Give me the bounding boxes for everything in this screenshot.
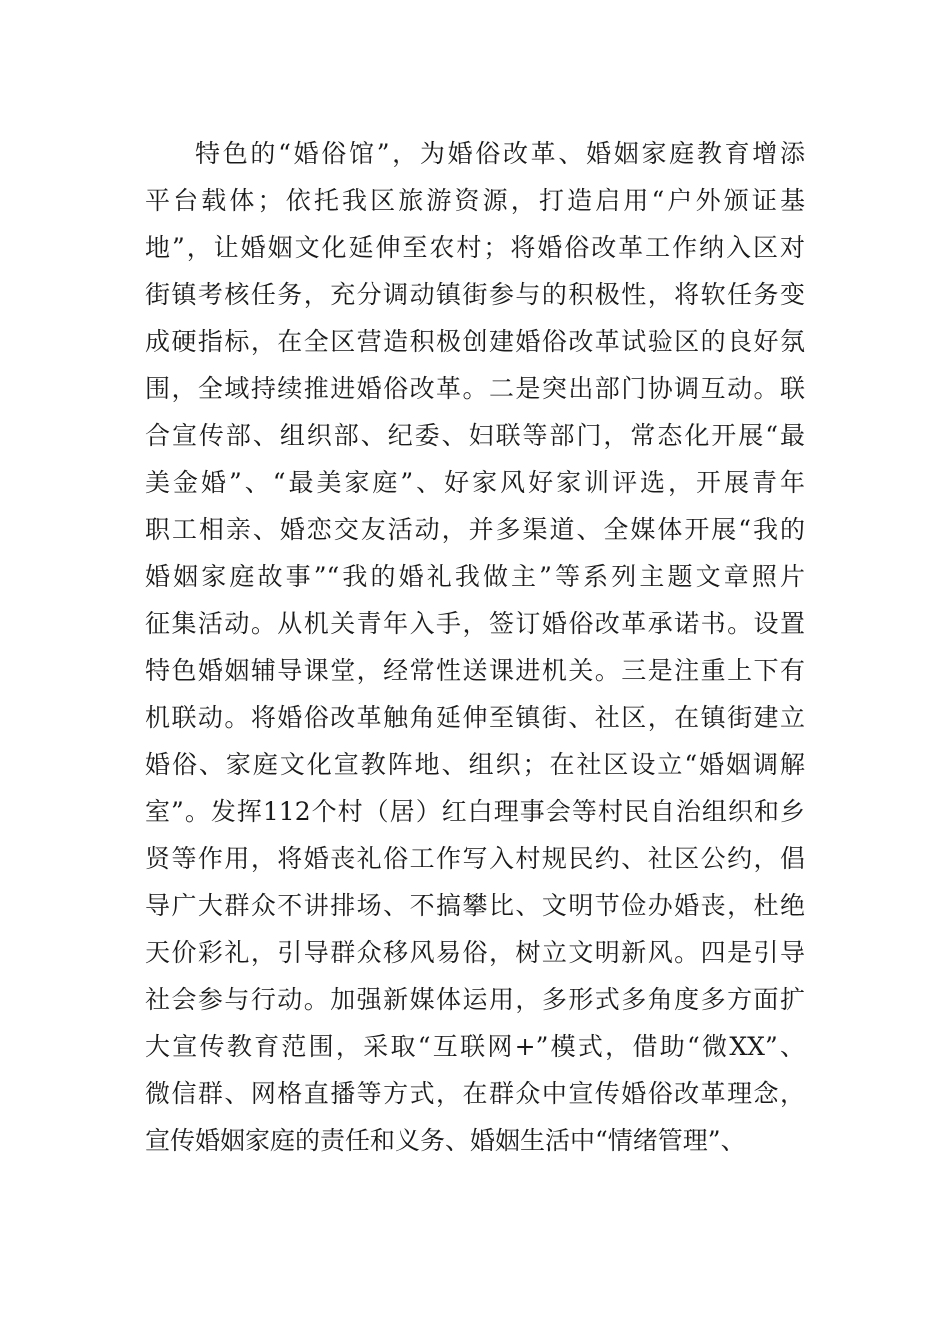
paragraph-line-17: 导广大群众不讲排场、不搞攀比、文明节俭办婚丧，杜绝 — [145, 891, 805, 920]
paragraph-line-8: 美金婚”、“最美家庭”、好家风好家训评选，开展青年 — [145, 468, 805, 497]
paragraph-line-3: 地”，让婚姻文化延伸至农村；将婚俗改革工作纳入区对 — [145, 233, 805, 262]
paragraph-line-11: 征集活动。从机关青年入手，签订婚俗改革承诺书。设置 — [145, 609, 805, 638]
paragraph-line-9: 职工相亲、婚恋交友活动，并多渠道、全媒体开展“我的 — [145, 515, 805, 544]
paragraph-line-20: 大宣传教育范围，采取“互联网+”模式，借助“微XX”、 — [145, 1032, 805, 1061]
paragraph-line-16: 贤等作用，将婚丧礼俗工作写入村规民约、社区公约，倡 — [145, 844, 805, 873]
paragraph-line-12: 特色婚姻辅导课堂，经常性送课进机关。三是注重上下有 — [145, 656, 805, 685]
paragraph-line-5: 成硬指标，在全区营造积极创建婚俗改革试验区的良好氛 — [145, 327, 805, 356]
paragraph-line-10: 婚姻家庭故事”“我的婚礼我做主”等系列主题文章照片 — [145, 562, 805, 591]
paragraph-line-2: 平台载体；依托我区旅游资源，打造启用“户外颁证基 — [145, 186, 805, 215]
paragraph-line-13: 机联动。将婚俗改革触角延伸至镇街、社区，在镇街建立 — [145, 703, 805, 732]
paragraph-line-1: 特色的“婚俗馆”，为婚俗改革、婚姻家庭教育增添 — [195, 139, 805, 168]
paragraph-line-15: 室”。发挥112个村（居）红白理事会等村民自治组织和乡 — [145, 797, 805, 826]
paragraph-line-22: 宣传婚姻家庭的责任和义务、婚姻生活中“情绪管理”、 — [145, 1126, 746, 1155]
paragraph-line-18: 天价彩礼，引导群众移风易俗，树立文明新风。四是引导 — [145, 938, 805, 967]
paragraph-line-21: 微信群、网格直播等方式，在群众中宣传婚俗改革理念， — [145, 1079, 805, 1108]
paragraph-line-19: 社会参与行动。加强新媒体运用，多形式多角度多方面扩 — [145, 985, 805, 1014]
paragraph-line-14: 婚俗、家庭文化宣教阵地、组织；在社区设立“婚姻调解 — [145, 750, 805, 779]
paragraph-line-6: 围，全域持续推进婚俗改革。二是突出部门协调互动。联 — [145, 374, 805, 403]
paragraph-line-7: 合宣传部、组织部、纪委、妇联等部门，常态化开展“最 — [145, 421, 805, 450]
paragraph-line-4: 街镇考核任务，充分调动镇街参与的积极性，将软任务变 — [145, 280, 805, 309]
